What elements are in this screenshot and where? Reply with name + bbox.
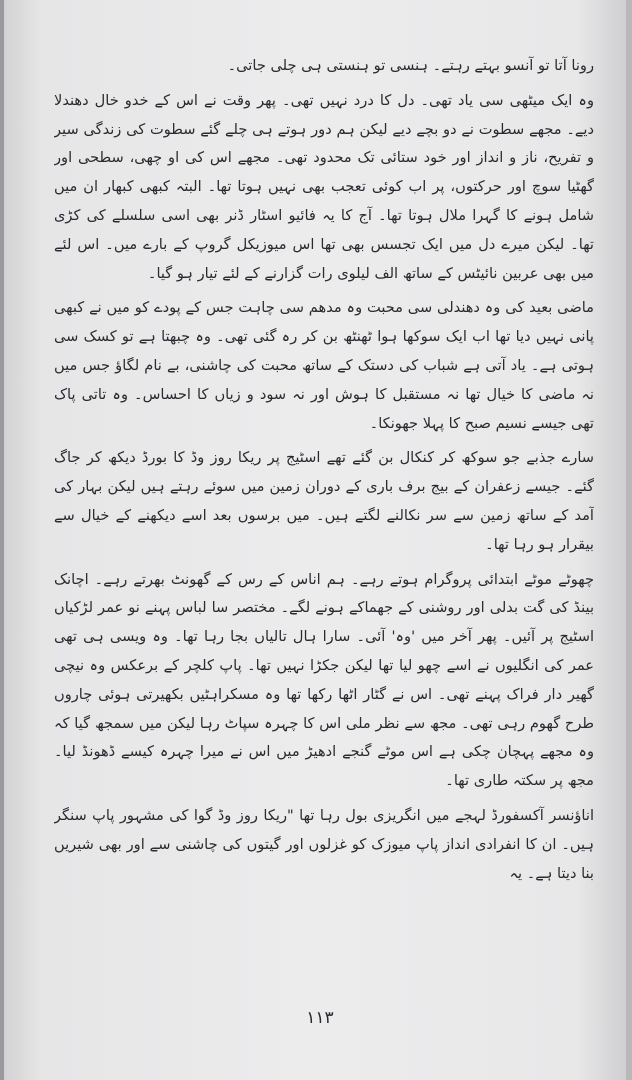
urdu-text-body <box>54 52 594 982</box>
paragraph: ماضی بعید کی وہ دھندلی سی محبت وہ مدھم سی چاہت جس کے پودے کو میں نے کبھی پانی نہیں دیا تھا اب ایک سوکھا ہوا ٹھنٹھ بن کر رہ گئی تھی۔ وہ چبھتا ہے تو کسک سی ہوتی ہے۔ یاد آتی ہے شباب کی دستک کے ساتھ محبت کی چاشنی، بے نام لگاؤ جس میں نہ ماضی کا خیال تھا نہ مستقبل کا ہوش اور نہ سود و زیاں کا احساس۔ وہ تاتی پاک تھی جیسے نسیم صبح کا پہلا جھونکا۔ <box>54 299 594 432</box>
paragraph: اناؤنسر آکسفورڈ لہجے میں انگریزی بول رہا تھا "ریکا روز وڈ گوا کی مشہور پاپ سنگر ہیں۔ ان کا انفرادی انداز پاپ میوزک کو غزلوں اور گیتوں کی چاشنی سے اور بھی شیریں بنا دیتا ہے۔ یہ <box>54 806 594 882</box>
paragraph: وہ ایک میٹھی سی یاد تھی۔ دل کا درد نہیں تھی۔ پھر وقت نے اس کے خدو خال دھندلا دیے۔ مجھے سطوت نے دو بچے دیے لیکن ہم دور ہوتے ہی چلے گئے سطوت کی زندگی سیر و تفریح، ناز و انداز اور خود ستائی تک محدود تھی۔ مجھے اس کی او چھی، سطحی اور گھٹیا سوچ اور حرکتوں، پر اب کوئی تعجب بھی نہیں ہوتا تھا۔ البتہ کبھی کبھار ان میں شامل ہونے کا گہرا ملال ہوتا تھا۔ آج کا یہ فائیو اسٹار ڈنر بھی اسی سلسلے کی کڑی تھا۔ لیکن میرے دل میں ایک تجسس بھی تھا اس میوزیکل گروپ کے بارے میں۔ اس لئے میں بھی عربین نائیٹس کے ساتھ الف لیلوی رات گزارنے کے لئے تیار ہو گیا۔ <box>54 91 594 282</box>
paragraph: سارے جذبے جو سوکھ کر کنکال بن گئے تھے اسٹیج پر ریکا روز وڈ کا بورڈ دیکھ کر جاگ گئے۔ جیسے زعفران کے بیج برف باری کے دوران زمین میں سوئے رہتے ہیں لیکن بہار کی آمد کے ساتھ زمین سے سر نکالنے لگتے ہیں۔ میں برسوں بعد اسے دیکھنے کے خیال سے بیقرار ہو رہا تھا۔ <box>54 449 594 553</box>
paragraph: چھوٹے موٹے ابتدائی پروگرام ہوتے رہے۔ ہم اناس کے رس کے گھونٹ بھرتے رہے۔ اچانک بینڈ کی گت بدلی اور روشنی کے جھماکے ہونے لگے۔ مختصر سا لباس پہنے نو عمر لڑکیاں اسٹیج پر آئیں۔ پھر آخر میں 'وہ' آئی۔ سارا ہال تالیاں بجا رہا تھا۔ وہ ویسی ہی تھی عمر کی انگلیوں نے اسے چھو لیا تھا لیکن جکڑا نہیں تھا۔ پاپ کلچر کے برعکس وہ نیچی گھیر دار فراک پہنے تھی۔ اس نے گٹار اٹھا رکھا تھا وہ مسکراہٹیں بکھیرتی ہوئی چاروں طرح گھوم رہی تھی۔ مجھ سے نظر ملی اس کا چہرہ سپاٹ رہا لیکن میں سمجھ گیا کہ وہ مجھے پہچان چکی ہے اس موٹے گنجے ادھیڑ میں اس نے میرا چہرہ کیسے ڈھونڈ لیا۔ مجھ پر سکتہ طاری تھا۔ <box>54 570 594 790</box>
paragraph: رونا آتا تو آنسو بہتے رہتے۔ ہنسی تو ہنستی ہی چلی جاتی۔ <box>227 57 594 74</box>
page-number: ۱۱۳ <box>306 1008 334 1028</box>
